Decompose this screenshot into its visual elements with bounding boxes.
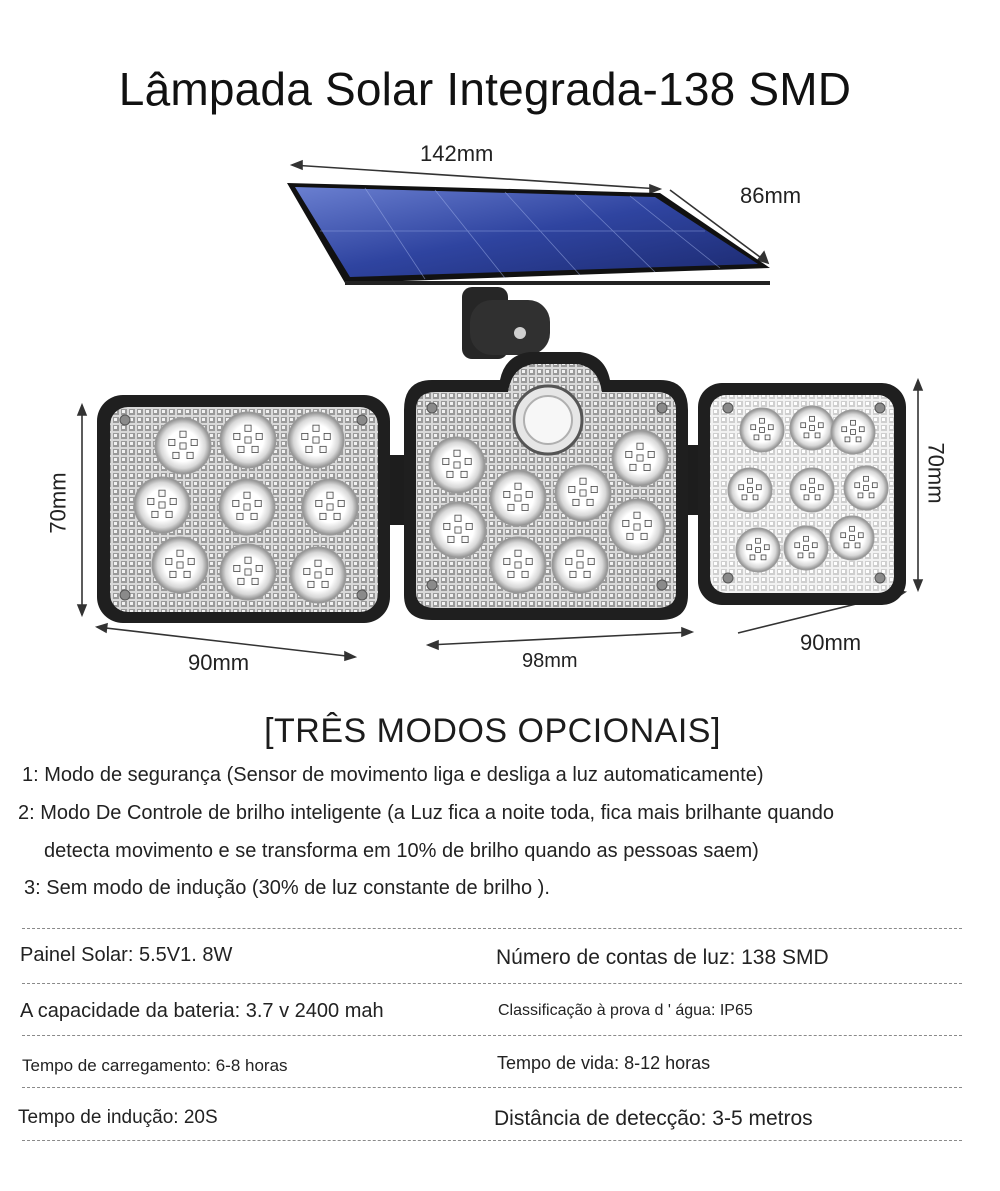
led-chip [170, 571, 176, 577]
led-chip [750, 555, 755, 560]
led-chip [804, 546, 809, 551]
led-chip [316, 500, 322, 506]
led-chip [334, 513, 340, 519]
led-chip [237, 513, 243, 519]
led-chip [627, 533, 633, 539]
led-chip [238, 446, 244, 452]
led-chip [159, 490, 165, 496]
led-chip [812, 543, 817, 548]
modes-heading: [TRÊS MODOS OPCIONAIS] [264, 712, 721, 750]
spec-solar-panel: Painel Solar: 5.5V1. 8W [20, 944, 233, 966]
panel-depth-label: 86mm [740, 183, 802, 208]
led-chip [169, 439, 175, 445]
led-chip [864, 486, 869, 491]
led-chip [461, 471, 467, 477]
led-chip [742, 495, 747, 500]
mode-1: 1: Modo de segurança (Sensor de movimento liga e desliga a luz automaticamente) [22, 764, 764, 786]
led-chip [798, 553, 803, 558]
led-chip [630, 464, 636, 470]
led-chip [756, 538, 761, 543]
led-chip [634, 524, 640, 530]
product-illustration [0, 130, 1000, 690]
led-chip [188, 558, 194, 564]
led-chip [455, 527, 461, 533]
led-chip [753, 495, 758, 500]
led-chip [864, 476, 869, 481]
led-chip [637, 455, 643, 461]
mode-3: 3: Sem modo de indução (30% de luz constante de brilho ). [24, 877, 550, 899]
led-chip [173, 452, 179, 458]
led-chip [804, 495, 809, 500]
led-chip [634, 512, 640, 518]
led-chip [584, 571, 590, 577]
led-chip [588, 558, 594, 564]
led-chip [234, 433, 240, 439]
led-chip [858, 533, 863, 538]
led-chip [810, 416, 815, 421]
led-chip [322, 581, 328, 587]
divider [22, 1087, 962, 1088]
led-chip [454, 450, 460, 456]
led-chip [760, 418, 765, 423]
led-chip [566, 558, 572, 564]
led-chip [166, 511, 172, 517]
led-chip [455, 515, 461, 521]
led-chip [761, 555, 766, 560]
led-chip [465, 458, 471, 464]
led-chip [245, 569, 251, 575]
panel-width-label: 142mm [420, 141, 494, 166]
led-chip [304, 568, 310, 574]
led-chip [320, 513, 326, 519]
led-chip [570, 571, 576, 577]
led-chip [801, 423, 806, 428]
width-right-label: 90mm [800, 630, 862, 655]
spec-detect-distance: Distância de detecção: 3-5 metros [494, 1107, 813, 1130]
led-chip [326, 568, 332, 574]
led-chip [569, 486, 575, 492]
led-chip [748, 488, 753, 493]
led-chip [851, 420, 856, 425]
led-chip [251, 513, 257, 519]
led-chip [308, 581, 314, 587]
led-chip [338, 500, 344, 506]
led-chip [591, 486, 597, 492]
spec-led-count: Número de contas de luz: 138 SMD [496, 946, 829, 969]
led-chip [443, 458, 449, 464]
led-chip [233, 500, 239, 506]
led-chip [765, 435, 770, 440]
height-right-label: 70mm [923, 442, 949, 504]
led-chip [587, 499, 593, 505]
led-chip [855, 543, 860, 548]
led-chip [810, 426, 815, 431]
led-chip [845, 437, 850, 442]
led-chip [184, 571, 190, 577]
led-chip [504, 558, 510, 564]
led-chip [315, 572, 321, 578]
led-chip [751, 425, 756, 430]
led-chip [869, 493, 874, 498]
led-chip [810, 478, 815, 483]
spec-battery: A capacidade da bateria: 3.7 v 2400 mah [20, 1000, 384, 1022]
led-chip [252, 446, 258, 452]
led-chip [809, 553, 814, 558]
led-chip [641, 533, 647, 539]
led-chip [327, 504, 333, 510]
spec-waterproof: Classificação à prova d ' água: IP65 [498, 1002, 753, 1019]
divider [22, 1140, 962, 1141]
height-left-label: 70mm [45, 472, 71, 534]
led-chip [637, 443, 643, 449]
led-chip [159, 502, 165, 508]
led-chip [764, 545, 769, 550]
led-chip [252, 578, 258, 584]
led-chip [256, 433, 262, 439]
led-chip [166, 558, 172, 564]
led-chip [522, 571, 528, 577]
led-chip [804, 536, 809, 541]
led-chip [747, 545, 752, 550]
led-chip [306, 446, 312, 452]
led-chip [855, 483, 860, 488]
led-chip [444, 523, 450, 529]
led-chip [152, 511, 158, 517]
led-chip [466, 523, 472, 529]
led-chip [841, 533, 846, 538]
led-chip [327, 492, 333, 498]
led-chip [462, 536, 468, 542]
spec-lifetime: Tempo de vida: 8-12 horas [497, 1053, 711, 1073]
led-chip [577, 562, 583, 568]
led-chip [526, 558, 532, 564]
led-chip [320, 446, 326, 452]
led-chip [526, 491, 532, 497]
led-chip [644, 464, 650, 470]
led-chip [302, 433, 308, 439]
led-chip [801, 485, 806, 490]
led-chip [818, 485, 823, 490]
divider [22, 983, 962, 984]
led-chip [454, 462, 460, 468]
led-chip [856, 437, 861, 442]
led-chip [180, 443, 186, 449]
page-title: Lâmpada Solar Integrada-138 SMD [118, 63, 852, 115]
led-chip [859, 427, 864, 432]
led-chip [187, 452, 193, 458]
led-chip [815, 495, 820, 500]
led-chip [739, 485, 744, 490]
led-chip [844, 543, 849, 548]
led-chip [515, 562, 521, 568]
led-chip [760, 428, 765, 433]
led-chip [324, 433, 330, 439]
led-chip [315, 560, 321, 566]
led-chip [872, 483, 877, 488]
divider [22, 1035, 962, 1036]
led-chip [180, 431, 186, 437]
led-chip [313, 437, 319, 443]
divider [22, 928, 962, 929]
led-chip [756, 548, 761, 553]
led-chip [851, 430, 856, 435]
led-chip [645, 520, 651, 526]
led-chip [858, 493, 863, 498]
led-chip [573, 499, 579, 505]
led-chip [754, 435, 759, 440]
led-chip [815, 433, 820, 438]
led-chip [256, 565, 262, 571]
led-chip [148, 498, 154, 504]
led-chip [580, 490, 586, 496]
width-left-label: 90mm [188, 650, 250, 675]
spec-induction-time: Tempo de indução: 20S [18, 1107, 218, 1128]
led-chip [756, 485, 761, 490]
led-chip [504, 491, 510, 497]
led-chip [515, 495, 521, 501]
led-chip [804, 433, 809, 438]
led-chip [795, 543, 800, 548]
led-chip [177, 550, 183, 556]
led-chip [515, 550, 521, 556]
led-chip [623, 520, 629, 526]
led-chip [522, 504, 528, 510]
led-chip [255, 500, 261, 506]
led-chip [234, 565, 240, 571]
led-chip [648, 451, 654, 457]
led-chip [245, 425, 251, 431]
led-chip [818, 423, 823, 428]
led-chip [191, 439, 197, 445]
led-chip [515, 483, 521, 489]
led-chip [448, 536, 454, 542]
mode-2-line-2: detecta movimento e se transforma em 10% de brilho quando as pessoas saem) [44, 840, 759, 862]
led-chip [580, 478, 586, 484]
led-chip [177, 562, 183, 568]
led-chip [447, 471, 453, 477]
led-chip [850, 526, 855, 531]
led-chip [748, 478, 753, 483]
led-chip [850, 536, 855, 541]
mode-2-line-1: 2: Modo De Controle de brilho inteligente (a Luz fica a noite toda, fica mais brilhante quando [18, 802, 835, 824]
led-chip [245, 437, 251, 443]
led-chip [842, 427, 847, 432]
led-chip [238, 578, 244, 584]
led-chip [577, 550, 583, 556]
led-chip [170, 498, 176, 504]
led-chip [768, 425, 773, 430]
led-chip [508, 504, 514, 510]
led-chip [244, 504, 250, 510]
led-chip [810, 488, 815, 493]
led-chip [508, 571, 514, 577]
led-chip [244, 492, 250, 498]
led-chip [313, 425, 319, 431]
width-center-label: 98mm [522, 650, 578, 672]
led-chip [245, 557, 251, 563]
spec-charge-time: Tempo de carregamento: 6-8 horas [22, 1056, 288, 1075]
led-chip [626, 451, 632, 457]
